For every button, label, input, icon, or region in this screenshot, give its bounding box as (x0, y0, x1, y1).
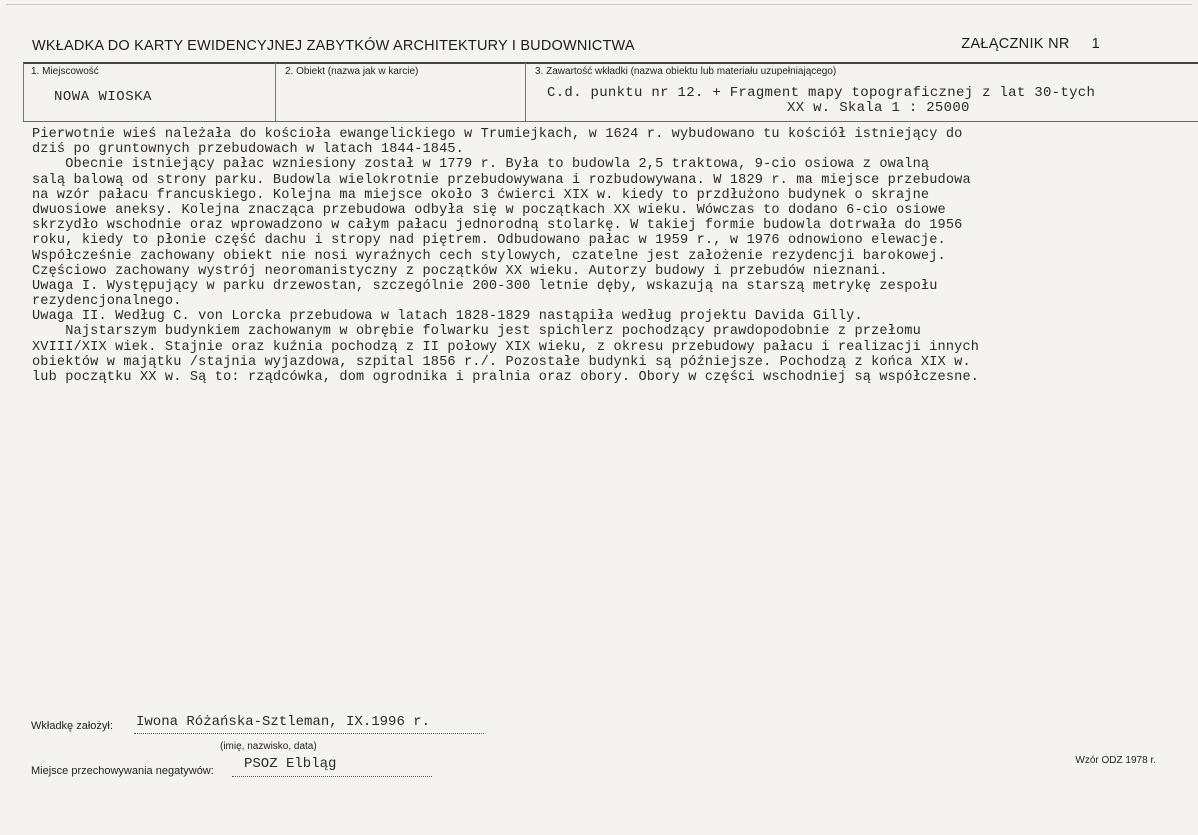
description-line: Częściowo zachowany wystrój neoromanistyczny z początków XX wieku. Autorzy budowy i przebudów nieznani. (32, 263, 888, 279)
field-divider-1 (275, 63, 276, 121)
header-rule (23, 62, 1198, 64)
fields-bottom-rule (23, 121, 1198, 122)
content-value (547, 86, 1187, 116)
description-text (32, 127, 1192, 385)
negatives-label: Miejsce przechowywania negatywów: (31, 765, 214, 777)
description-line: lub początku XX w. Są to: rządcówka, dom ogrodnika i pralnia oraz obory. Obory w części wschodniej są współczesne. (32, 370, 980, 385)
negatives-value: PSOZ Elbląg (244, 756, 337, 772)
description-line: Uwaga I. Występujący w parku drzewostan, szczególnie 200-300 letnie dęby, wskazują na starszą metrykę zespołu (32, 278, 938, 294)
content-label: 3. Zawartość wkładki (nazwa obiektu lub materiału uzupełniającego) (535, 66, 837, 77)
description-line: roku, kiedy to płonie część dachu i stropy nad piętrem. Odbudowano pałac w 1959 r., w 1976 odnowiono elewacje. (32, 233, 946, 249)
description-line: XVIII/XIX wiek. Stajnie oraz kuźnia pochodzą z II połowy XIX wieku, z okresu przebudowy pałacu i realizacji innych (32, 339, 980, 355)
description-line: dziś po gruntownych przebudowach w latach 1844-1845. (32, 142, 464, 158)
description-line: obiektów w majątku /stajnia wyjazdowa, szpital 1856 r./. Pozostałe budynki są późniejsze. Pochodzą z końca XIX w. (32, 354, 971, 370)
content-value-line-1: C.d. punktu nr 12. + Fragment mapy topograficznej z lat 30-tych (547, 85, 1096, 101)
description-line: rezydencjonalnego. (32, 294, 182, 310)
field-divider-left (23, 63, 24, 121)
founder-dotted-line (134, 733, 484, 734)
negatives-dotted-line (232, 776, 432, 777)
name-hint: (imię, nazwisko, data) (220, 741, 317, 752)
description-line: Pierwotnie wieś należała do kościoła ewangelickiego w Trumiejkach, w 1624 r. wybudowano tu kościół istniejący do (32, 127, 963, 142)
description-line: Obecnie istniejący pałac wzniesiony został w 1779 r. Była to budowla 2,5 traktowa, 9-cio osiowa z owalną (32, 157, 930, 173)
annex-number: 1 (1091, 36, 1100, 52)
description-line: dwuosiowe aneksy. Kolejna znacząca przebudowa odbyła się w początkach XX wieku. Wówczas to dodano 6-cio osiowe (32, 202, 946, 218)
description-line: salą balową od strony parku. Budowla wielokrotnie przebudowywana i rozbudowywana. W 1829 r. ma miejsce przebudowa (32, 172, 971, 188)
description-line: Uwaga II. Według C. von Lorcka przebudowa w latach 1828-1829 nastąpiła według projektu Davida Gilly. (32, 309, 863, 325)
description-line: Współcześnie zachowany obiekt nie nosi wyraźnych cech stylowych, czatelne jest założenie rezydencji barokowej. (32, 248, 946, 264)
object-label: 2. Obiekt (nazwa jak w karcie) (285, 66, 419, 77)
description-line: na wzór pałacu francuskiego. Kolejna ma miejsce około 3 ćwierci XIX w. kiedy to przdłużono budynek o skrajne (32, 187, 930, 203)
annex-label (961, 36, 1100, 52)
card-title: WKŁADKA DO KARTY EWIDENCYJNEJ ZABYTKÓW ARCHITEKTURY I BUDOWNICTWA (32, 38, 635, 54)
description-line: Najstarszym budynkiem zachowanym w obrębie folwarku jest spichlerz pochodzący prawdopodobnie z przełomu (32, 324, 921, 340)
card-top-edge (6, 4, 1192, 5)
field-divider-2 (525, 63, 526, 121)
form-reference: Wzór ODZ 1978 r. (1075, 755, 1156, 766)
description-line: skrzydło wschodnie oraz wprowadzono w całym pałacu jednorodną stolarkę. W takiej formie budowla dotrwała do 1956 (32, 218, 963, 234)
annex-label-text: ZAŁĄCZNIK NR (961, 36, 1070, 52)
locality-label: 1. Miejscowość (31, 66, 99, 77)
content-value-line-2: XX w. Skala 1 : 25000 (787, 100, 970, 116)
founder-value: Iwona Różańska-Sztleman, IX.1996 r. (136, 714, 431, 730)
founder-label: Wkładkę założył: (31, 720, 113, 732)
locality-value: NOWA WIOSKA (54, 89, 152, 105)
